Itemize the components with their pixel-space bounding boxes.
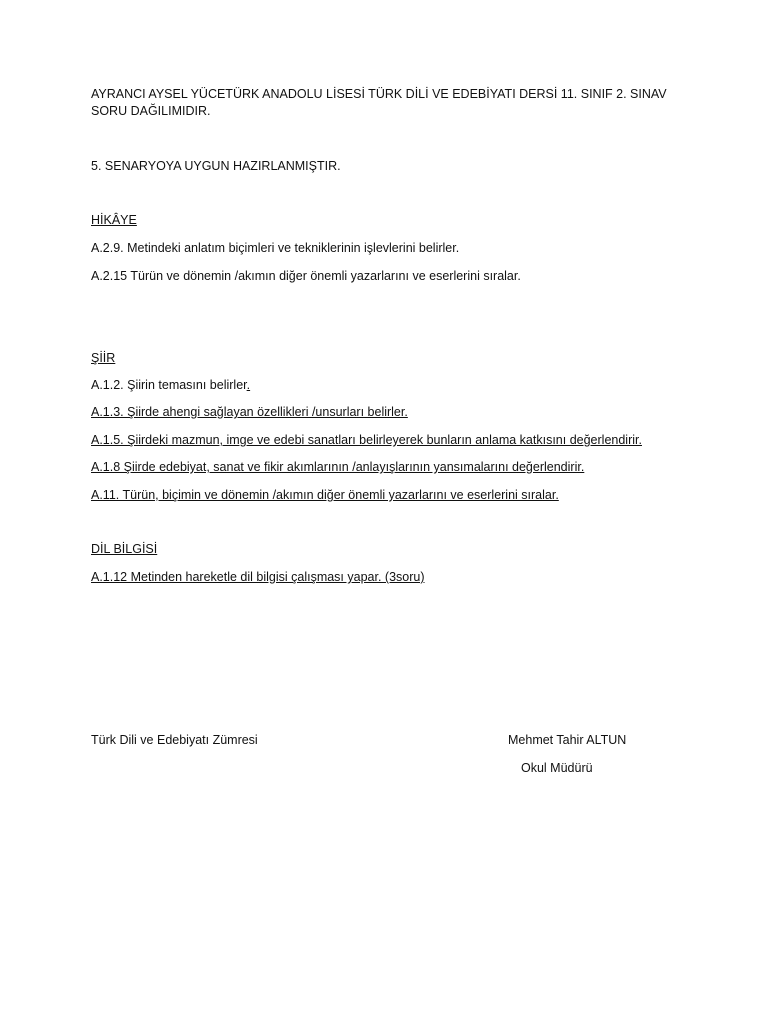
document-title: AYRANCI AYSEL YÜCETÜRK ANADOLU LİSESİ TÜRK DİLİ VE EDEBİYATI DERSİ 11. SINIF 2. SINAV SORU DAĞILIMIDIR. xyxy=(91,87,667,118)
hikaye-item: A.2.15 Türün ve dönemin /akımın diğer önemli yazarlarını ve eserlerini sıralar. xyxy=(91,269,521,283)
siir-item: A.1.5. Şiirdeki mazmun, imge ve edebi sanatları belirleyerek bunların anlama katkısını değerlendirir. xyxy=(91,433,642,447)
dil-bilgisi-item: A.1.12 Metinden hareketle dil bilgisi çalışması yapar. (3soru) xyxy=(91,570,425,584)
section-heading-hikaye: HİKÂYE xyxy=(91,213,137,227)
section-heading-dil-bilgisi: DİL BİLGİSİ xyxy=(91,542,158,556)
siir-item-text: A.1.2. Şiirin temasını belirler xyxy=(91,378,247,392)
signature-name: Mehmet Tahir ALTUN xyxy=(508,733,627,747)
signature-title: Okul Müdürü xyxy=(521,761,593,775)
siir-item: A.11. Türün, biçimin ve dönemin /akımın diğer önemli yazarlarını ve eserlerini sıralar. xyxy=(91,488,559,502)
siir-item-suffix: . xyxy=(246,378,251,392)
hikaye-item: A.2.9. Metindeki anlatım biçimleri ve tekniklerinin işlevlerini belirler. xyxy=(91,241,460,255)
scenario-note: 5. SENARYOYA UYGUN HAZIRLANMIŞTIR. xyxy=(91,159,341,173)
signature-left: Türk Dili ve Edebiyatı Zümresi xyxy=(91,733,258,747)
siir-item xyxy=(91,377,250,394)
siir-item: A.1.8 Şiirde edebiyat, sanat ve fikir akımlarının /anlayışlarının yansımalarını değerlendirir. xyxy=(91,460,585,474)
section-heading-siir: ŞİİR xyxy=(91,351,116,365)
siir-item: A.1.3. Şiirde ahengi sağlayan özellikleri /unsurları belirler. xyxy=(91,405,408,419)
